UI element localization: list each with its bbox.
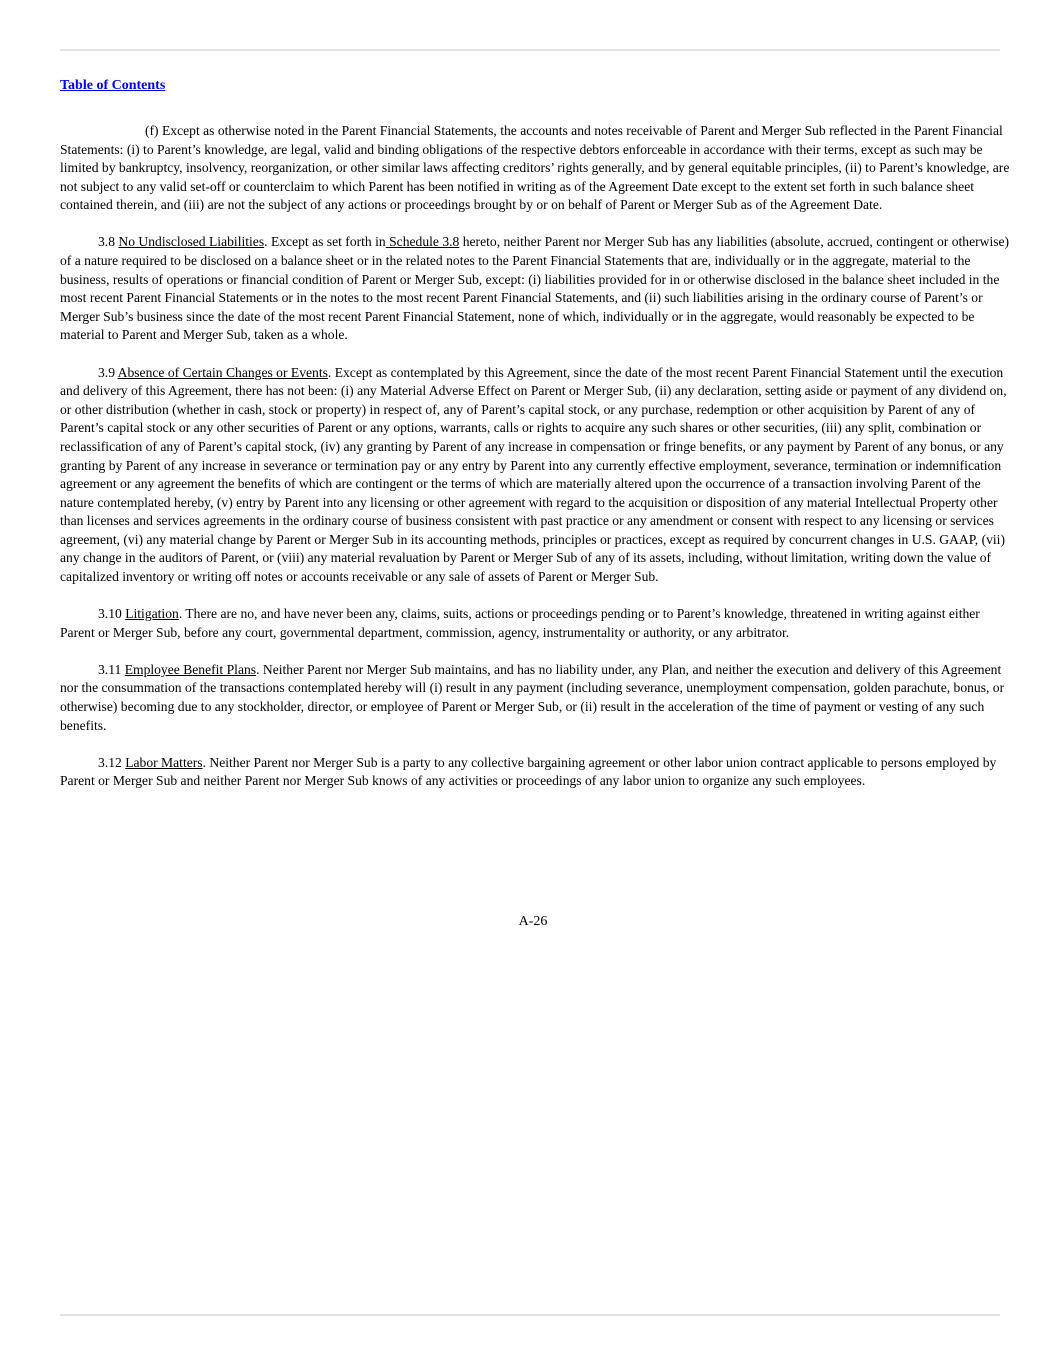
section-3-8 <box>60 233 1010 345</box>
section-3-8-text-a: . Except as set forth in <box>264 234 386 250</box>
page-number: A-26 <box>518 914 548 929</box>
section-3-11-text: . Neither Parent nor Merger Sub maintains, and has no liability under, any Plan, and neither the execution and delivery of this Agreement nor the consummation of the transactions contemplated hereby will (i) result in any payment (including severance, unemployment compensation, golden parachute, bonus, or otherwise) becoming due to any stockholder, director, or employee of Parent or Merger Sub, or (ii) result in the acceleration of the time of payment or vesting of any such benefits. <box>60 661 1005 733</box>
section-3-11 <box>60 661 1010 735</box>
section-3-12-text: . Neither Parent nor Merger Sub is a party to any collective bargaining agreement or other labor union contract applicable to persons employed by Parent or Merger Sub and neither Parent nor Merger Sub knows of any activities or proceedings of any labor union to organize any such employees. <box>60 754 997 789</box>
section-3-9 <box>60 364 1010 587</box>
paragraph-f <box>60 122 1010 215</box>
document-body <box>60 122 1010 809</box>
section-3-10 <box>60 605 1010 642</box>
paragraph-f-text: (f) Except as otherwise noted in the Parent Financial Statements, the accounts and notes receivable of Parent and Merger Sub reflected in the Parent Financial Statements: (i) to Parent’s knowledge, are legal, valid and binding obligations of the respective debtors enforceable in accordance with their terms, except as such may be limited by bankruptcy, insolvency, reorganization, or other similar laws affecting creditors’ rights generally, and by general equitable principles, (ii) to Parent’s knowledge, are not subject to any valid set-off or counterclaim to which Parent has been notified in writing as of the Agreement Date except to the extent set forth in such balance sheet contained therein, and (iii) are not the subject of any actions or proceedings brought by or on behalf of Parent or Merger Sub as of the Agreement Date. <box>60 123 1010 213</box>
section-3-9-text: . Except as contemplated by this Agreement, since the date of the most recent Parent Financial Statement until the execution and delivery of this Agreement, there has not been: (i) any Material Adverse Effect on Parent or Merger Sub, (ii) any declaration, setting aside or payment of any dividend on, or other distribution (whether in cash, stock or property) in respect of, any of Parent’s capital stock, or any purchase, redemption or other acquisition by Parent of any of Parent’s capital stock or any other securities of Parent or any options, warrants, calls or rights to acquire any such shares or other securities, (iii) any split, combination or reclassification of any of Parent’s capital stock, (iv) any granting by Parent of any increase in compensation or fringe benefits, or any payment by Parent of any bonus, or any granting by Parent of any increase in severance or termination pay or any entry by Parent into any currently effective employment, severance, termination or indemnification agreement or any agreement the benefits of which are contingent or the terms of which are materially altered upon the occurrence of a transaction involving Parent of the nature contemplated hereby, (v) entry by Parent into any licensing or other agreement with regard to the acquisition or disposition of any material Intellectual Property other than licenses and services agreements in the ordinary course of business consistent with past practice or any amendment or consent with respect to any licensing or services agreement, (vi) any material change by Parent or Merger Sub in its accounting methods, principles or practices, except as required by concurrent changes in U.S. GAAP, (vii) any change in the auditors of Parent, or (viii) any material revaluation by Parent or Merger Sub of any of its assets, including, without limitation, writing down the value of capitalized inventory or writing off notes or accounts receivable or any sale of assets of Parent or Merger Sub. <box>60 364 1007 585</box>
section-3-11-heading: Employee Benefit Plans <box>124 661 257 677</box>
top-divider <box>60 49 1000 51</box>
table-of-contents-link[interactable]: Table of Contents <box>60 78 166 93</box>
schedule-3-8-reference: Schedule 3.8 <box>385 234 460 250</box>
section-3-12-heading: Labor Matters <box>125 754 203 770</box>
section-3-8-heading: No Undisclosed Liabilities <box>118 234 265 250</box>
bottom-divider <box>60 1314 1000 1316</box>
section-3-10-heading: Litigation <box>125 606 179 622</box>
section-3-10-text: . There are no, and have never been any, claims, suits, actions or proceedings pending or to Parent’s knowledge, threatened in writing against either Parent or Merger Sub, before any court, governmental department, commission, agency, instrumentality or authority, or any arbitrator. <box>60 606 980 640</box>
section-3-9-heading: Absence of Certain Changes or Events <box>117 364 328 380</box>
section-3-12 <box>60 754 1010 791</box>
section-3-8-text-b: hereto, neither Parent nor Merger Sub has any liabilities (absolute, accrued, contingent or otherwise) of a nature required to be disclosed on a balance sheet or in the related notes to the Parent Financial Statements that are, individually or in the aggregate, material to the business, results of operations or financial condition of Parent or Merger Sub, except: (i) liabilities provided for in or otherwise disclosed in the balance sheet included in the most recent Parent Financial Statements or in the notes to the most recent Parent Financial Statements, and (ii) such liabilities arising in the ordinary course of Parent’s or Merger Sub’s business since the date of the most recent Parent Financial Statement, none of which, individually or in the aggregate, would reasonably be expected to be material to Parent and Merger Sub, taken as a whole. <box>60 234 1010 343</box>
section-3-8-number: 3.8 <box>98 234 119 250</box>
section-3-10-number: 3.10 <box>98 606 126 622</box>
section-3-9-number: 3.9 <box>98 364 118 380</box>
section-3-12-number: 3.12 <box>98 754 126 770</box>
section-3-11-number: 3.11 <box>98 661 125 677</box>
